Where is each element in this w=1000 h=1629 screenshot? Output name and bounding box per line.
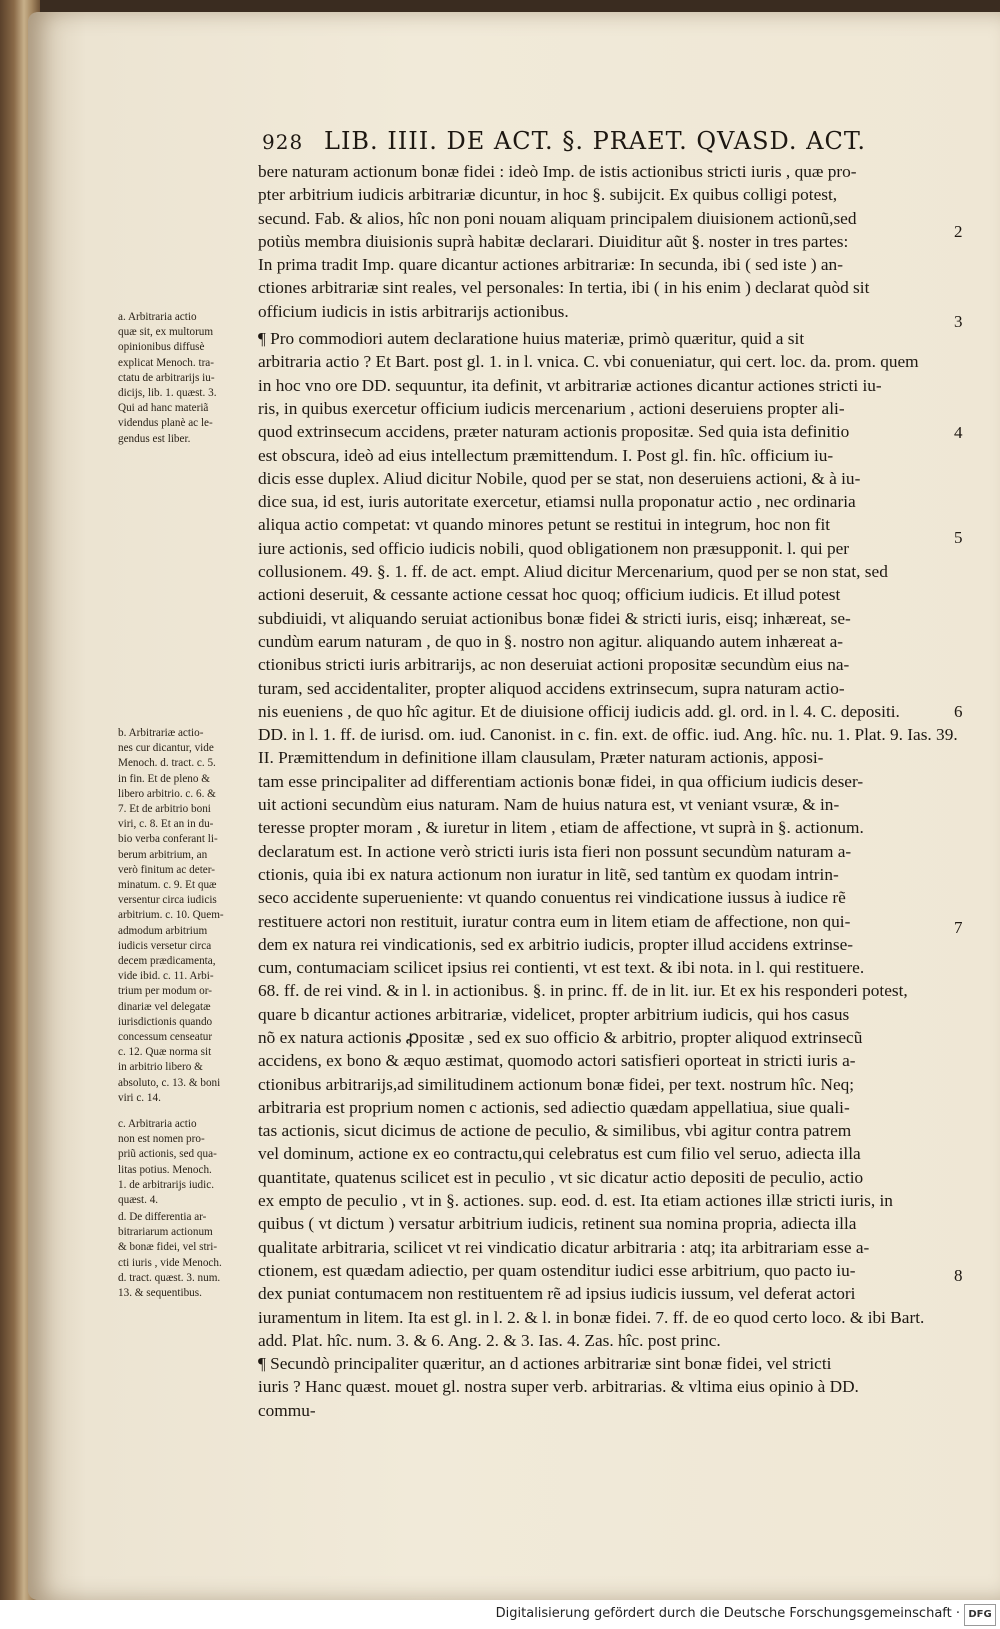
text-line: collusionem. 49. §. 1. ff. de act. empt. Aliud dicitur Mercenarium, quod per se non stat, sed [258, 562, 888, 582]
margin-note-line: d. De differentia ar- [118, 1211, 207, 1223]
text-line: ctionem, est quædam adiectio, per quam ostenditur iudici esse arbitrium, quo pacto iu- [258, 1260, 856, 1280]
dfg-logo: DFG [964, 1604, 996, 1626]
margin-note-line: in arbitrio libero & [118, 1061, 203, 1074]
text-line: restituere actori non restituit, iuratur contra eum in litem etiam de affectione, non qui- [258, 911, 851, 931]
margin-note-c [118, 1117, 250, 1208]
running-title: LIB. IIII. DE ACT. §. PRAET. QVASD. ACT. [324, 127, 866, 155]
text-line: uit actioni secundùm eius naturam. Nam de huius natura est, vt veniant vsuræ, & in- [258, 795, 840, 815]
text-line: quod extrinsecum accidens, præter naturam actionis propositæ. Sed quia ista definitio [258, 422, 850, 442]
margin-note-line: libero arbitrio. c. 6. & [118, 787, 216, 800]
paragraph-number: 8 [954, 1266, 963, 1285]
text-line: potiùs membra diuisionis suprà habitæ declarari. Diuiditur aũt §. noster in tres partes: [258, 231, 849, 251]
margin-note-line: admodum arbitrium [118, 924, 208, 937]
text-line: quibus ( vt dictum ) versatur arbitrium iudicis, retinent sua nomina propria, adiecta illa [258, 1214, 857, 1234]
margin-note-line: explicat Menoch. tra- [118, 356, 214, 369]
margin-note-line: in fin. Et de pleno & [118, 772, 210, 785]
margin-note-line: viri c. 14. [118, 1091, 161, 1104]
margin-note-line: & bonæ fidei, vel stri- [118, 1241, 218, 1254]
margin-note-line: iurisdictionis quando [118, 1015, 213, 1028]
margin-note-line: absoluto, c. 13. & boni [118, 1076, 221, 1089]
margin-note-line: 1. de arbitrarijs iudic. [118, 1178, 214, 1191]
margin-note-line: quæst. 4. [118, 1194, 159, 1207]
text-line: In prima tradit Imp. quare dicantur actiones arbitrariæ: In secunda, ibi ( sed iste ) an- [258, 255, 843, 275]
main-text [258, 160, 958, 1422]
text-line: turam, sed accidentaliter, propter aliquod accidens extrinsecum, supra naturam actio- [258, 678, 845, 698]
text-line: 68. ff. de rei vind. & in l. in actionibus. §. in princ. ff. de in lit. iur. Et ex his responderi potest, [258, 981, 908, 1001]
text-line: iuramentum in litem. Ita est gl. in l. 2. & l. in bonæ fidei. 7. ff. de eo quod certo loco. & ibi Bart. [258, 1307, 925, 1327]
margin-note-line: c. Arbitraria actio [118, 1118, 197, 1130]
text-line: tam esse principaliter ad differentiam actionis bonæ fidei, in qua officium iudicis deser- [258, 771, 864, 791]
margin-note-line: cti iuris , vide Menoch. [118, 1256, 222, 1269]
margin-note-line: decem prædicamenta, [118, 955, 216, 968]
margin-note-line: litas potius. Menoch. [118, 1163, 212, 1176]
margin-note-line: bitrariarum actionum [118, 1226, 213, 1239]
paragraph-number: 4 [954, 423, 963, 442]
margin-note-a [118, 310, 250, 447]
text-line: ctionibus stricti iuris arbitrarijs, ac non deseruiat actioni propositæ secundùm eius na- [258, 655, 850, 675]
margin-note-line: nes cur dicantur, vide [118, 742, 214, 755]
margin-note-line: b. Arbitrariæ actio- [118, 727, 204, 739]
text-line: officium iudicis in istis arbitrarijs actionibus. [258, 301, 569, 321]
text-line: aliqua actio competat: vt quando minores petunt se restitui in integrum, hoc non fit [258, 515, 831, 535]
margin-note-line: ctatu de arbitrarijs iu- [118, 371, 215, 384]
text-line: secund. Fab. & alios, hîc non poni nouam aliquam principalem diuisionem actionũ,sed [258, 208, 857, 228]
margin-note-line: dicijs, lib. 1. quæst. 3. [118, 387, 217, 400]
text-line: quare b dicantur actiones arbitrariæ, videlicet, propter arbitrium iudicis, qui hos casus [258, 1004, 850, 1024]
margin-note-line: 7. Et de arbitrio boni [118, 803, 211, 816]
margin-note-line: vide ibid. c. 11. Arbi- [118, 970, 214, 983]
text-line: actioni deseruit, & cessante actione cessat hoc quoq; officium iudicis. Et illud potest [258, 585, 841, 605]
text-line: tas actionis, sicut dicimus de actione de peculio, & similibus, vbi agitur contra patrem [258, 1121, 852, 1141]
text-line: in hoc vno ore DD. sequuntur, ita definit, vt arbitrariæ actiones dicantur actiones stricti iu- [258, 375, 882, 395]
margin-note-line: c. 12. Quæ norma sit [118, 1046, 212, 1059]
footer-bar [0, 1600, 1000, 1629]
margin-note-line: viri, c. 8. Et an in du- [118, 818, 214, 831]
margin-note-line: non est nomen pro- [118, 1133, 205, 1146]
text-line: accidens, ex bono & æquo æstimat, quomodo actori satisfieri oporteat in stricti iuris a- [258, 1051, 856, 1071]
page-number: 928 [262, 130, 304, 154]
text-line: vel dominum, actione ex eo contractu,qui celebratus est cum filio vel seruo, adiecta illa [258, 1144, 861, 1164]
paragraph-number: 3 [954, 312, 963, 331]
margin-note-line: Menoch. d. tract. c. 5. [118, 757, 216, 770]
text-line: ¶ Secundò principaliter quæritur, an d actiones arbitrariæ sint bonæ fidei, vel stricti [258, 1354, 832, 1374]
paragraph-number: 2 [954, 222, 963, 241]
text-line: est obscura, ideò ad eius intellectum præmittendum. I. Post gl. fin. hîc. officium iu- [258, 445, 834, 465]
margin-note-line: a. Arbitraria actio [118, 311, 197, 323]
text-line: ctionis, quia ibi ex natura actionum non iuratur in litẽ, sed tantùm ex quodam intrin- [258, 864, 839, 884]
paragraph-number: 5 [954, 528, 963, 547]
margin-note-line: trium per modum or- [118, 985, 212, 998]
margin-note-line: opinionibus diffusè [118, 341, 205, 354]
margin-note-line: berum arbitrium, an [118, 848, 208, 861]
margin-note-line: quæ sit, ex multorum [118, 326, 214, 339]
text-line: dex puniat contumacem non restituentem rẽ ad ipsius iudicis iussum, vel deferat actori [258, 1284, 856, 1304]
text-line: arbitraria actio ? Et Bart. post gl. 1. in l. vnica. C. vbi conueniatur, qui cert. loc. da. prom. quem [258, 352, 919, 372]
text-line: bere naturam actionum bonæ fidei : ideò Imp. de istis actionibus stricti iuris , quæ pro- [258, 162, 857, 181]
margin-note-line: Qui ad hanc materiã [118, 402, 209, 415]
text-line: DD. in l. 1. ff. de iurisd. om. iud. Canonist. in c. fin. ext. de offic. iud. Ang. hîc. nu. 1. Plat. 9. Ias. 39. [258, 725, 958, 745]
text-line: nis eueniens , de quo hîc agitur. Et de diuisione officij iudicis add. gl. ord. in l. 4. C. depositi. [258, 701, 900, 721]
margin-note-line: bio verba conferant li- [118, 833, 218, 846]
margin-note-line: arbitrium. c. 10. Quem- [118, 909, 224, 922]
margin-note-line: dinariæ vel delegatæ [118, 1000, 211, 1013]
margin-note-b [118, 726, 250, 1106]
margin-note-line: priũ actionis, sed qua- [118, 1148, 217, 1161]
margin-note-d [118, 1210, 250, 1301]
paragraph-number: 7 [954, 918, 963, 937]
text-line: dicis esse duplex. Aliud dicitur Nobile, quod per se stat, non deseruiens actioni, & à iu- [258, 468, 861, 488]
text-line: dice sua, id est, iuris autoritate exercetur, etiamsi nulla proponatur actio , nec ordinaria [258, 492, 856, 512]
text-line: quantitate, quatenus scilicet est in peculio , vt sic dicatur actio depositi de peculio, actio [258, 1167, 864, 1187]
text-line: dem ex natura rei vindicationis, sed ex arbitrio iudicis, propter illud accidens extrinse- [258, 934, 854, 954]
margin-note-line: minatum. c. 9. Et quæ [118, 879, 217, 892]
margin-note-line: d. tract. quæst. 3. num. [118, 1271, 221, 1284]
text-line: ex empto de peculio , vt in §. actiones. sup. eod. d. est. Ita etiam actiones illæ stricti iuris, in [258, 1191, 893, 1211]
text-line: cundùm earum naturam , de quo in §. nostro non agitur. aliquando autem inhæreat a- [258, 631, 844, 651]
text-line: commu- [258, 1400, 316, 1420]
text-line: iuris ? Hanc quæst. mouet gl. nostra super verb. arbitrarias. & vltima eius opinio à DD. [258, 1377, 859, 1397]
margin-note-line: concessum censeatur [118, 1031, 213, 1044]
margin-note-line: iudicis versetur circa [118, 939, 212, 952]
margin-note-line: versentur circa iudicis [118, 894, 217, 907]
text-line: subdiuidi, vt aliquando seruiat actionibus bonæ fidei & stricti iuris, eisq; inhæreat, se- [258, 608, 851, 628]
text-line: seco accidente superueniente: vt quando conuentus rei vindicatione iussus à iudice rẽ [258, 888, 846, 908]
text-line: pter arbitrium iudicis arbitrariæ dicuntur, in hoc §. subijcit. Ex quibus colligi potest, [258, 185, 838, 205]
text-line: ¶ Pro commodiori autem declaratione huius materiæ, primò quæritur, quid a sit [258, 329, 805, 349]
margin-note-line: videndus planè ac le- [118, 417, 213, 430]
text-line: declaratum est. In actione verò stricti iuris ista fieri non possunt secundùm naturam a- [258, 841, 852, 861]
text-line: cum, contumaciam scilicet ipsius rei contienti, vt est text. & ibi nota. in l. qui restituere. [258, 958, 865, 978]
text-line: qualitate arbitraria, scilicet vt rei vindicatio dicatur arbitraria : atq; ita arbitrariam esse a- [258, 1237, 870, 1257]
text-line: arbitraria est proprium nomen c actionis, sed adiectio quædam appellatiua, siue quali- [258, 1097, 850, 1117]
margin-note-line: verò finitum ac deter- [118, 863, 215, 876]
text-line: ris, in quibus exercetur officium iudicis mercenarium , actioni deseruiens propter ali- [258, 398, 845, 418]
footer-credit: Digitalisierung gefördert durch die Deutsche Forschungsgemeinschaft · [495, 1606, 960, 1621]
text-line: ctiones arbitrariæ sint reales, vel personales: In tertia, ibi ( in his enim ) declarat quòd sit [258, 278, 870, 298]
margin-note-line: 13. & sequentibus. [118, 1287, 202, 1300]
text-line: teresse propter moram , & iuretur in litem , etiam de affectione, vt suprà in §. actionum. [258, 818, 864, 838]
text-line: II. Præmittendum in definitione illam clausulam, Præter naturam actionis, apposi- [258, 748, 824, 768]
text-line: ctionibus arbitrarijs,ad similitudinem actionum bonæ fidei, per text. nostrum hîc. Neq; [258, 1074, 855, 1094]
paragraph-number: 6 [954, 702, 963, 721]
text-line: add. Plat. hîc. num. 3. & 6. Ang. 2. & 3. Ias. 4. Zas. hîc. post princ. [258, 1330, 721, 1350]
text-line: nõ ex natura actionis ꝓpositæ , sed ex suo officio & arbitrio, propter aliquod extrinsecũ [258, 1027, 863, 1047]
margin-note-line: gendus est liber. [118, 432, 191, 445]
text-line: iure actionis, sed officio iudicis nobili, quod obligationem non præsupponit. l. qui per [258, 538, 850, 558]
